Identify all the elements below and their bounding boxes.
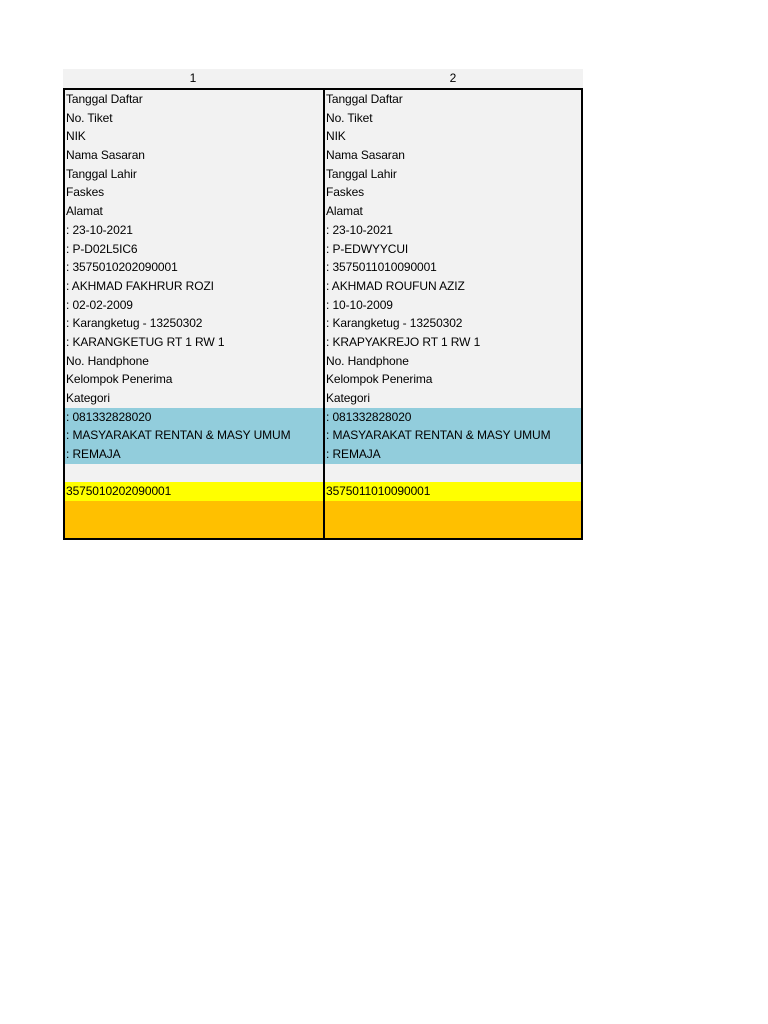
label-kategori: Kategori — [65, 389, 323, 408]
label-nama-sasaran: Nama Sasaran — [65, 146, 323, 165]
ticket-column-2 — [323, 90, 581, 538]
nik-highlight: 3575011010090001 — [325, 482, 581, 501]
label-alamat: Alamat — [325, 202, 581, 221]
label-tanggal-daftar: Tanggal Daftar — [325, 90, 581, 109]
value-no-handphone: : 081332828020 — [325, 408, 581, 427]
orange-block — [325, 501, 581, 538]
value-kategori: : REMAJA — [65, 445, 323, 464]
label-tanggal-lahir: Tanggal Lahir — [325, 165, 581, 184]
value-nama-sasaran: : AKHMAD ROUFUN AZIZ — [325, 277, 581, 296]
label-no-handphone: No. Handphone — [65, 352, 323, 371]
label-no-tiket: No. Tiket — [65, 109, 323, 128]
spacer-row — [65, 464, 323, 483]
value-nik: : 3575011010090001 — [325, 258, 581, 277]
label-kelompok-penerima: Kelompok Penerima — [65, 370, 323, 389]
value-tanggal-daftar: : 23-10-2021 — [325, 221, 581, 240]
value-faskes: : Karangketug - 13250302 — [325, 314, 581, 333]
value-tanggal-daftar: : 23-10-2021 — [65, 221, 323, 240]
label-tanggal-lahir: Tanggal Lahir — [65, 165, 323, 184]
value-kategori: : REMAJA — [325, 445, 581, 464]
label-nik: NIK — [65, 127, 323, 146]
label-nama-sasaran: Nama Sasaran — [325, 146, 581, 165]
value-alamat: : KRAPYAKREJO RT 1 RW 1 — [325, 333, 581, 352]
column-header-1: 1 — [189, 71, 197, 85]
label-faskes: Faskes — [325, 183, 581, 202]
label-kategori: Kategori — [325, 389, 581, 408]
column-header-row — [63, 69, 583, 88]
value-tanggal-lahir: : 02-02-2009 — [65, 296, 323, 315]
label-alamat: Alamat — [65, 202, 323, 221]
value-kelompok-penerima: : MASYARAKAT RENTAN & MASY UMUM — [65, 426, 323, 445]
ticket-column-1 — [65, 90, 323, 538]
value-no-tiket: : P-EDWYYCUI — [325, 240, 581, 259]
value-faskes: : Karangketug - 13250302 — [65, 314, 323, 333]
label-no-handphone: No. Handphone — [325, 352, 581, 371]
label-faskes: Faskes — [65, 183, 323, 202]
column-header-2: 2 — [449, 71, 457, 85]
label-no-tiket: No. Tiket — [325, 109, 581, 128]
value-no-handphone: : 081332828020 — [65, 408, 323, 427]
spacer-row — [325, 464, 581, 483]
label-kelompok-penerima: Kelompok Penerima — [325, 370, 581, 389]
value-kelompok-penerima: : MASYARAKAT RENTAN & MASY UMUM — [325, 426, 581, 445]
nik-highlight: 3575010202090001 — [65, 482, 323, 501]
ticket-frame — [63, 88, 583, 540]
label-tanggal-daftar: Tanggal Daftar — [65, 90, 323, 109]
label-nik: NIK — [325, 127, 581, 146]
value-tanggal-lahir: : 10-10-2009 — [325, 296, 581, 315]
orange-block — [65, 501, 323, 538]
value-nik: : 3575010202090001 — [65, 258, 323, 277]
value-alamat: : KARANGKETUG RT 1 RW 1 — [65, 333, 323, 352]
ticket-sheet — [63, 69, 583, 540]
value-no-tiket: : P-D02L5IC6 — [65, 240, 323, 259]
value-nama-sasaran: : AKHMAD FAKHRUR ROZI — [65, 277, 323, 296]
